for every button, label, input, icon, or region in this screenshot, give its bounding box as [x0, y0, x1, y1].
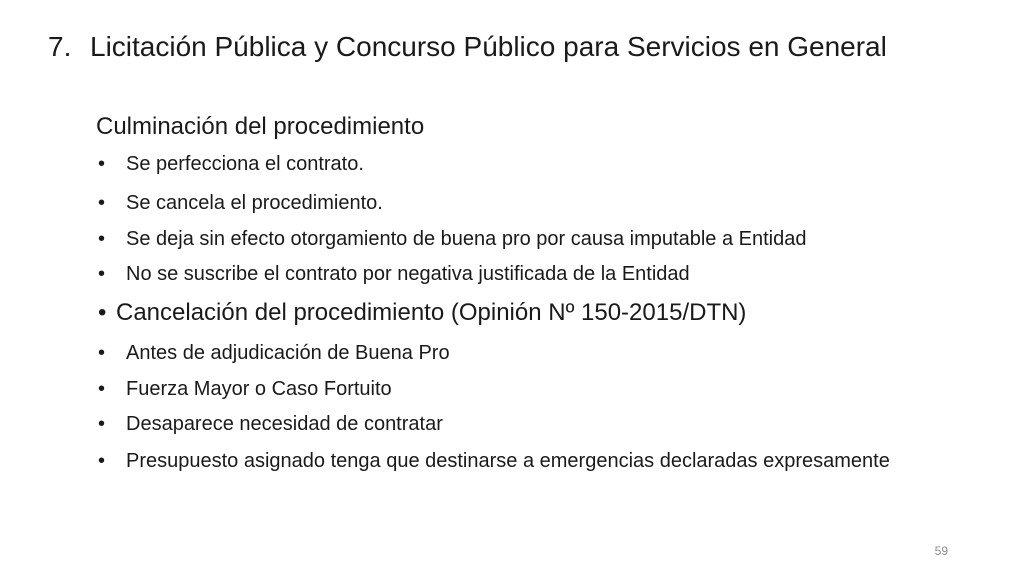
list-item: [98, 339, 928, 367]
cancel-heading: [98, 297, 928, 329]
list-item: [98, 410, 928, 438]
list-item-text: Fuerza Mayor o Caso Fortuito: [126, 378, 392, 400]
bullet-icon: •: [98, 228, 106, 250]
bullet-icon: •: [98, 413, 106, 435]
list-item: [98, 189, 928, 217]
slide-title: [48, 28, 988, 66]
section-heading: Culminación del procedimiento: [96, 113, 425, 140]
cancel-heading-text: Cancelación del procedimiento (Opinión Nº 150-2015/DTN): [116, 299, 747, 326]
list-item: [98, 225, 928, 253]
list-item: [98, 447, 928, 475]
bullet-icon: •: [98, 153, 106, 175]
list-item: [98, 150, 928, 178]
bullet-icon: •: [98, 342, 106, 364]
list-item-text: Antes de adjudicación de Buena Pro: [126, 342, 450, 364]
list-item: [98, 375, 928, 403]
list-item-text: Desaparece necesidad de contratar: [126, 413, 443, 435]
bullet-icon: •: [98, 450, 106, 472]
list-item-text: Se deja sin efecto otorgamiento de buena pro por causa imputable a Entidad: [126, 228, 807, 250]
title-text: Licitación Pública y Concurso Público para Servicios en General: [90, 31, 887, 62]
title-number: 7.: [48, 31, 72, 62]
bullet-icon: •: [98, 192, 106, 214]
page-number: 59: [934, 544, 948, 558]
bullet-icon: •: [98, 299, 107, 326]
bullet-icon: •: [98, 378, 106, 400]
list-item: [98, 260, 928, 288]
list-item-text: No se suscribe el contrato por negativa justificada de la Entidad: [126, 263, 690, 285]
list-item-text: Se cancela el procedimiento.: [126, 192, 383, 214]
list-item-text: Presupuesto asignado tenga que destinarse a emergencias declaradas expresamente: [126, 450, 890, 472]
list-item-text: Se perfecciona el contrato.: [126, 153, 364, 175]
bullet-icon: •: [98, 263, 106, 285]
